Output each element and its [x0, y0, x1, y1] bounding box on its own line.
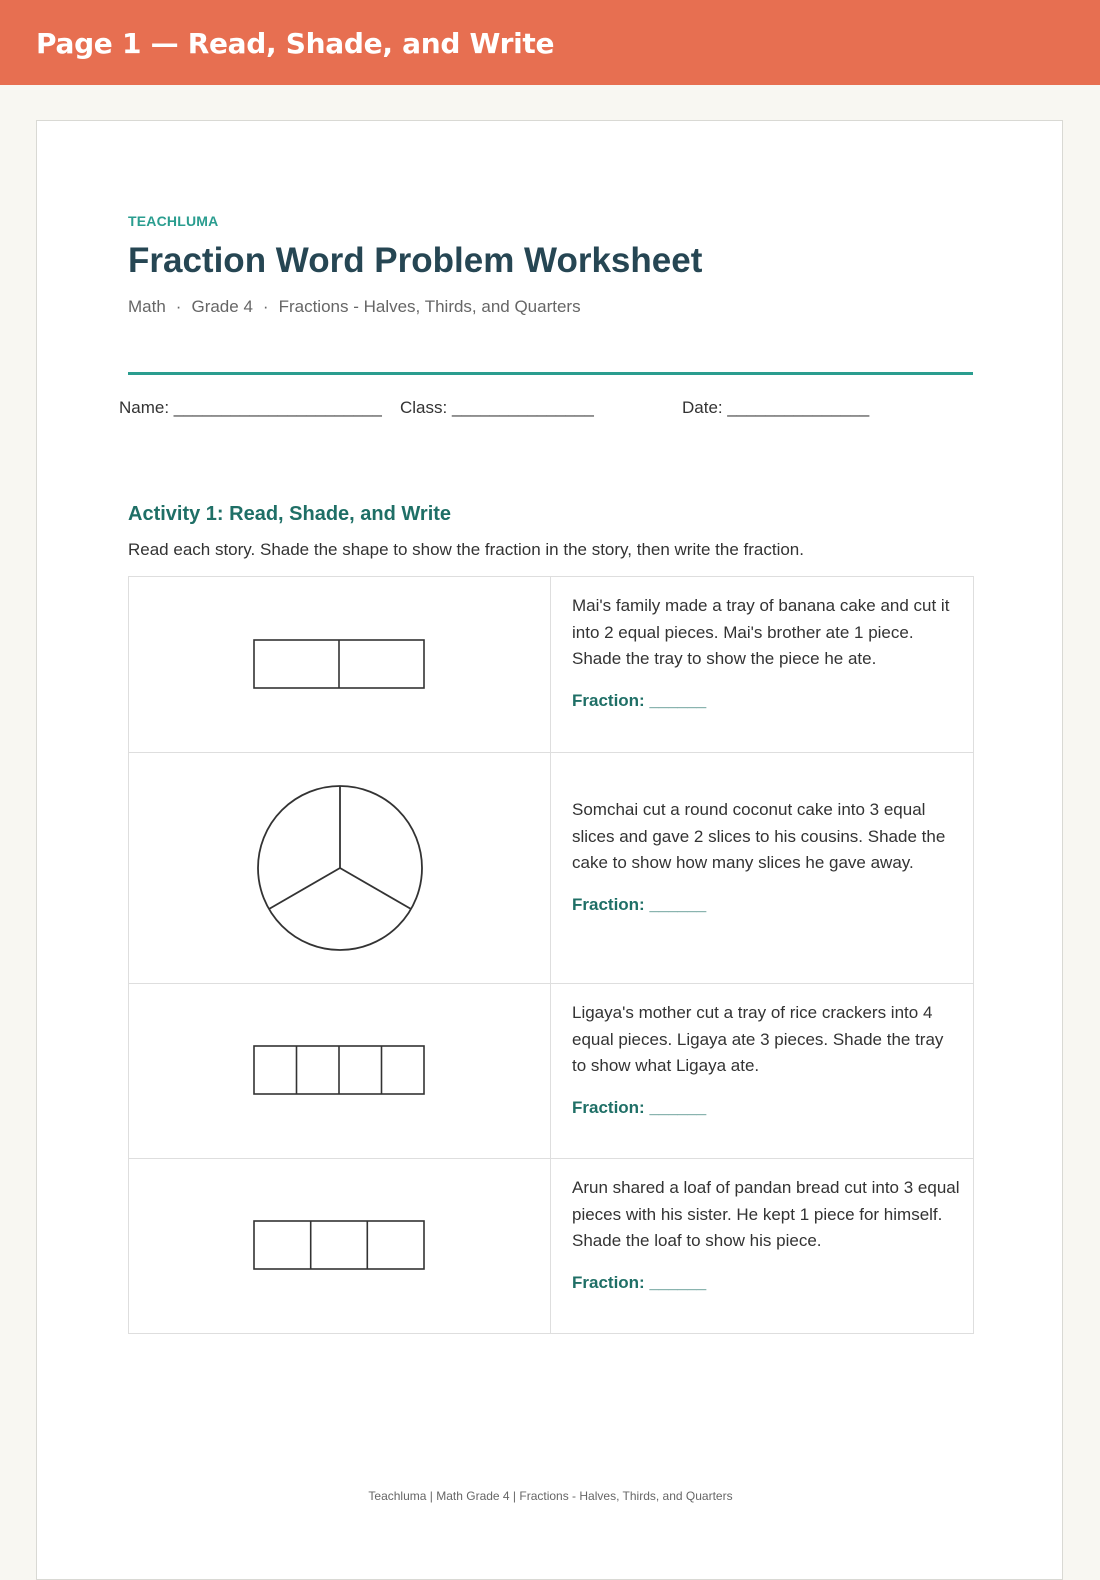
header-divider — [128, 372, 973, 375]
activity-title: Activity 1: Read, Shade, and Write — [128, 503, 452, 525]
worksheet-page — [36, 120, 1063, 1580]
cake-thirds-shape[interactable] — [255, 783, 425, 953]
meta-subject: Math — [128, 297, 166, 316]
problem-row — [129, 752, 973, 983]
fraction-answer[interactable]: Fraction: ______ — [572, 1097, 707, 1117]
story-cell — [551, 753, 973, 983]
loaf-thirds-shape[interactable] — [253, 1220, 427, 1272]
activity-instructions: Read each story. Shade the shape to show the fraction in the story, then write the fraction. — [128, 540, 804, 559]
story-text: Ligaya's mother cut a tray of rice crackers into 4 equal pieces. Ligaya ate 3 pieces. Shade the tray to show what Ligaya ate. — [572, 1003, 944, 1075]
tray-quarters-shape[interactable] — [253, 1045, 427, 1097]
date-field[interactable]: Date: _______________ — [682, 398, 870, 417]
page-footer: Teachluma | Math Grade 4 | Fractions - Halves, Thirds, and Quarters — [368, 1489, 733, 1503]
problem-row — [129, 1158, 973, 1333]
meta-separator: · — [262, 297, 269, 316]
shape-cell — [129, 577, 551, 752]
fraction-answer[interactable]: Fraction: ______ — [572, 1272, 707, 1292]
story-text: Somchai cut a round coconut cake into 3 equal slices and gave 2 slices to his cousins. Shade the cake to show how many slices he gave away. — [572, 800, 946, 872]
fraction-answer[interactable]: Fraction: ______ — [572, 894, 707, 914]
story-cell — [551, 577, 973, 752]
shape-cell — [129, 1159, 551, 1333]
meta-grade: Grade 4 — [191, 297, 253, 316]
class-field[interactable]: Class: _______________ — [400, 398, 594, 417]
story-cell — [551, 1159, 973, 1333]
story-text: Mai's family made a tray of banana cake and cut it into 2 equal pieces. Mai's brother ate 1 piece. Shade the tray to show the piece he ate. — [572, 596, 950, 668]
problem-table — [128, 576, 974, 1334]
meta-separator: · — [175, 297, 182, 316]
shape-cell — [129, 984, 551, 1158]
problem-row — [129, 577, 973, 752]
story-cell — [551, 984, 973, 1158]
brand-name: TEACHLUMA — [128, 213, 219, 229]
problem-row — [129, 983, 973, 1158]
banner-title: Page 1 — Read, Shade, and Write — [36, 27, 555, 60]
worksheet-title: Fraction Word Problem Worksheet — [128, 241, 703, 280]
worksheet-meta — [128, 296, 581, 318]
fraction-answer[interactable]: Fraction: ______ — [572, 690, 707, 710]
story-text: Arun shared a loaf of pandan bread cut into 3 equal pieces with his sister. He kept 1 piece for himself. Shade the loaf to show his piece. — [572, 1178, 960, 1250]
page-banner — [0, 0, 1100, 85]
tray-halves-shape[interactable] — [253, 639, 427, 691]
shape-cell — [129, 753, 551, 983]
meta-topic: Fractions - Halves, Thirds, and Quarters — [278, 297, 581, 316]
name-field[interactable]: Name: ______________________ — [119, 398, 382, 417]
